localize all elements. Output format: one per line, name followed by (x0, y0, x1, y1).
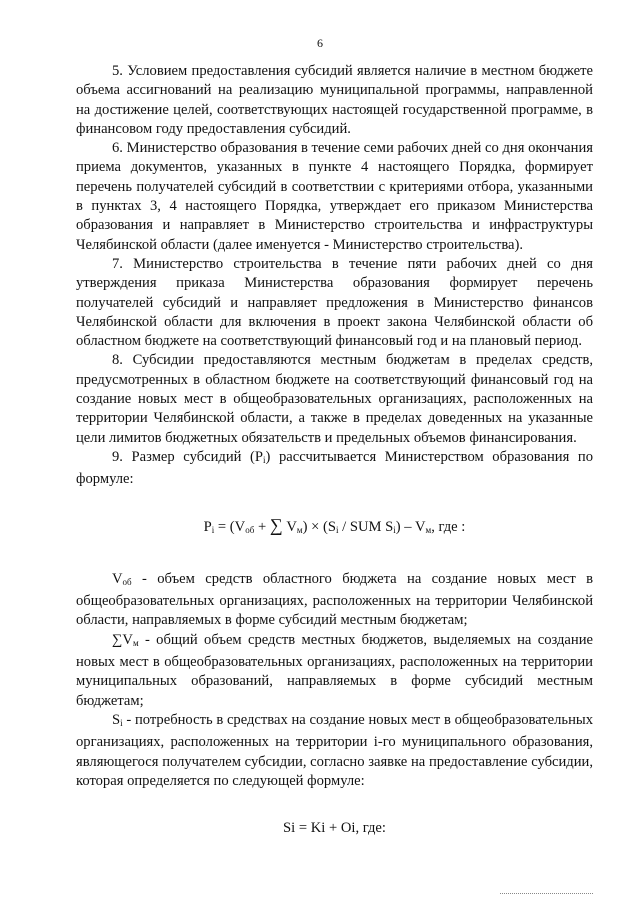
paragraph-5: 5. Условием предоставления субсидий является наличие в местном бюджете объема ассигнований на реализацию муниципальной программы, направленной на достижение целей, соответствующих настоящей государственной программе, в финансовом году предоставления субсидий. (76, 63, 593, 137)
document-body (76, 62, 593, 838)
footer-divider (500, 893, 593, 894)
paragraph-7: 7. Министерство строительства в течение пяти рабочих дней со дня утверждения приказа Министерства образования формирует перечень получателей субсидий и направляет предложения в Министерство финансов Челябинской области для включения в проект закона Челябинской области об областном бюджете на соответствующий финансовый год и на плановый период. (76, 255, 593, 350)
definition-sum-vm: $\sum V_м$ - общий объем средств местных бюджетов, выделяемых на создание новых мест в общеобразовательных организациях, расположенных на территории муниципальных образований, направляемых в форме субсидий местным бюджетам; (76, 631, 593, 709)
definition-si: $S_i$ - потребность в средствах на создание новых мест в общеобразовательных организациях, расположенных на территории i-го муниципального образования, являющегося получателем субсидии, согласно заявке на предоставление субсидии, которая определяется по следующей формуле: (76, 711, 593, 789)
paragraph-6: 6. Министерство образования в течение семи рабочих дней со дня окончания приема документов, указанных в пункте 4 настоящего Порядка, формирует перечень получателей субсидий в соответствии с критериями отбора, указанными в пунктах 3, 4 настоящего Порядка, утверждает его приказом Министерства образования и направляет в Министерство строительства и инфраструктуры Челябинской области (далее именуется - Министерство строительства). (76, 140, 593, 253)
subsidy-formula: $P_i = (V_{об}$ + ∑ $V_м) \times (S_i$ / SUM $S_i) - V_м$, где : (203, 514, 466, 535)
paragraph-9: 9. Размер субсидий $(P_i)$ рассчитывается Министерством образования по формуле: (76, 448, 593, 488)
page-number: 6 (317, 36, 323, 50)
definition-vob: $V_{об}$ - объем средств областного бюджета на создание новых мест в общеобразовательных организациях, расположенных на территории Челябинской области, направляемых в форме субсидий местным бюджетам; (76, 570, 593, 629)
paragraph-8: 8. Субсидии предоставляются местным бюджетам в пределах средств, предусмотренных в областном бюджете на соответствующий финансовый год на создание новых мест в общеобразовательных организациях, расположенных на территории Челябинской области, а также в пределах доведенных на указанные цели лимитов бюджетных обязательств и предельных объемов финансирования. (76, 352, 593, 446)
si-formula: Si = Ki + Oi, где: (283, 820, 386, 837)
